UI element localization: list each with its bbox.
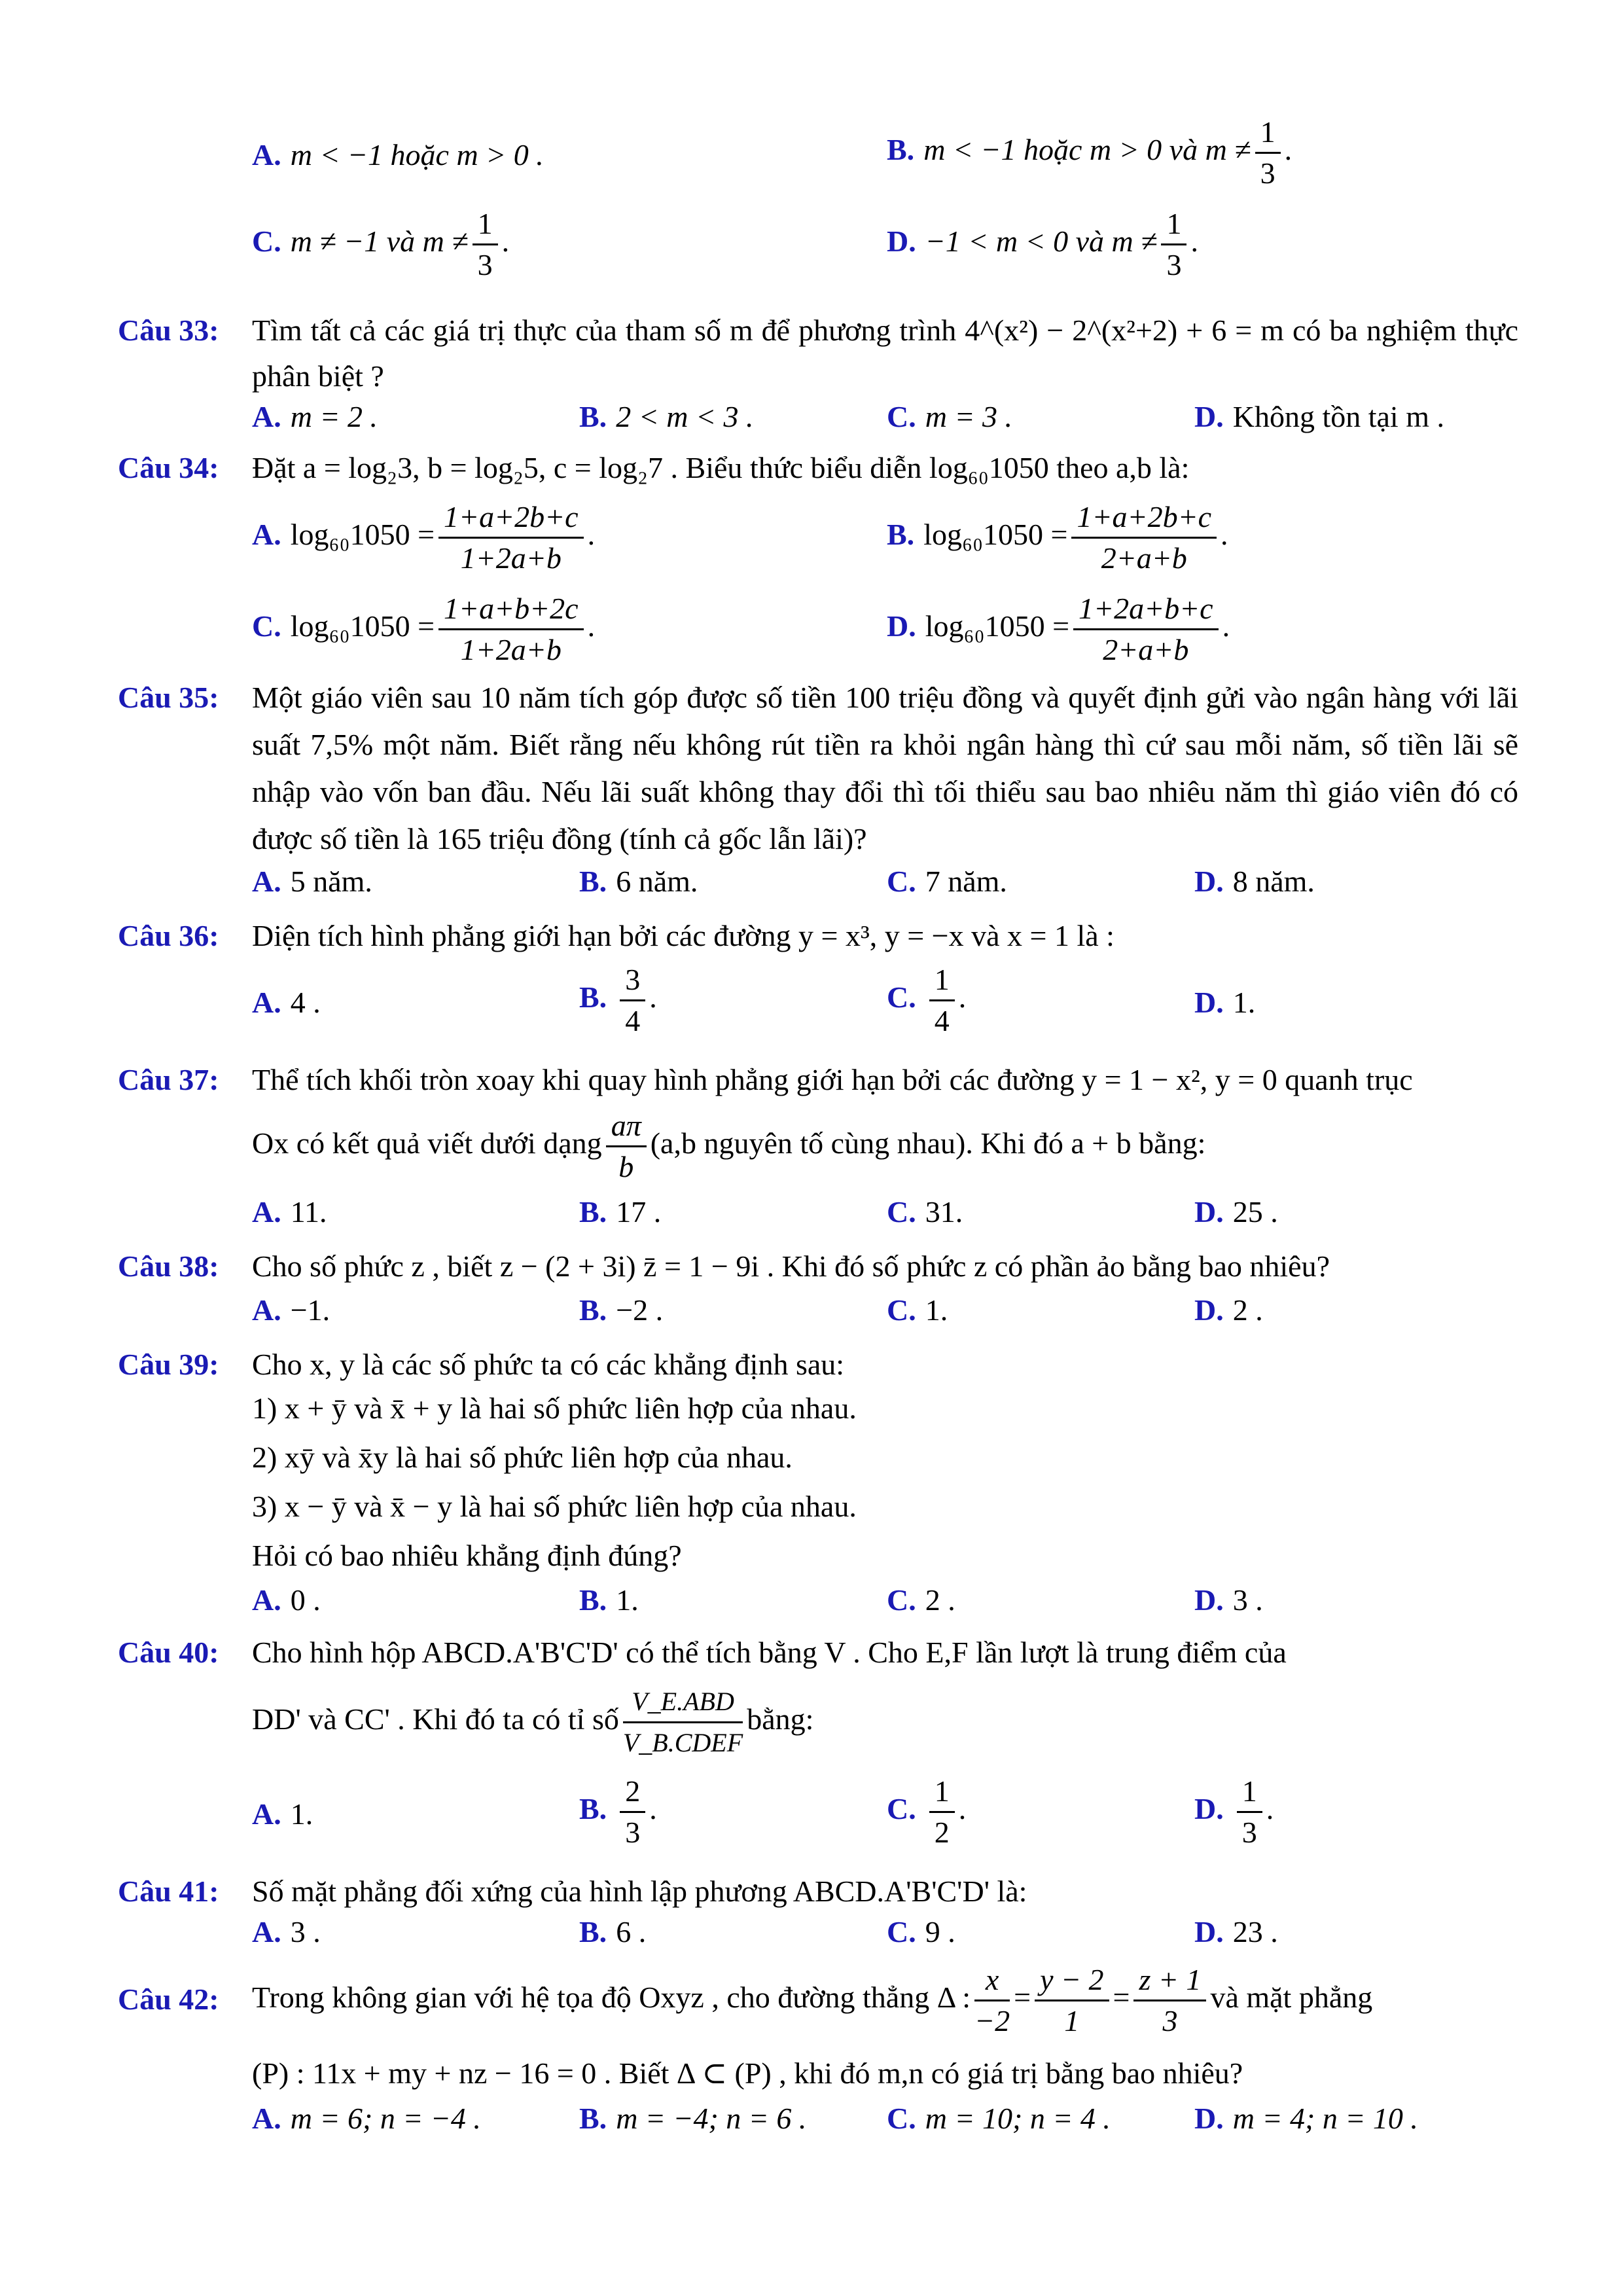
q41-options [252,1914,1623,1960]
question-label: Câu 35: [118,681,219,714]
question-text: Diện tích hình phẳng giới hạn bởi các đường y = x³, y = −x và x = 1 là : [252,919,1115,952]
option-d: D. log₆₀1050 = $\frac{1+2a+b+c}{2+a+b}$ . [887,589,1230,670]
option-c: C. 2 . [887,1583,955,1617]
option-b: B. 6 . [579,1915,647,1948]
q32-option-a: A. m < −1 hoặc m > 0 . [252,138,544,171]
question-label: Câu 38: [118,1249,219,1283]
option-d: D. 3 . [1194,1583,1263,1617]
q32-option-b: B. m < −1 hoặc m > 0 và m ≠ $\frac{1}{3}$ . [887,113,1292,193]
option-a: A. 11. [252,1195,327,1229]
question-39 [118,1342,1518,1388]
question-35 [118,674,1518,864]
question-38 [118,1244,1518,1289]
question-label: Câu 33: [118,314,219,347]
option-d: D. 8 năm. [1194,865,1315,898]
q35-options [252,864,1623,910]
q32-option-d: D. −1 < m < 0 và m ≠ $\frac{1}{3}$ . [887,204,1198,285]
option-a: A. 5 năm. [252,865,372,898]
option-d: D. 1. [1194,986,1256,1019]
question-text: Cho hình hộp ABCD.A'B'C'D' có thể tích bằng V . Cho E,F lần lượt là trung điểm của [252,1636,1287,1669]
question-text: Một giáo viên sau 10 năm tích góp được số tiền 100 triệu đồng và quyết định gửi vào ngân hàng với lãi suất 7,5% một năm. Biết rằng nếu không rút tiền ra khỏi ngân hàng thì cứ sau mỗi năm, số tiền lãi sẽ nhập vào vốn ban đầu. Nếu lãi suất không thay đổi thì tối thiểu sau bao nhiêu năm thì giáo viên đó có được số tiền là 165 triệu đồng (tính cả gốc lẫn lãi)? [252,681,1518,855]
option-d: D. m = 4; n = 10 . [1194,2102,1418,2135]
q39-statement-1: 1) x + ȳ và x̄ + y là hai số phức liên hợp của nhau. [252,1391,857,1425]
q32-options-row-1 [252,115,1623,190]
question-text: Số mặt phẳng đối xứng của hình lập phương ABCD.A'B'C'D' là: [252,1874,1027,1908]
q37-options [252,1194,1623,1240]
q39-ask: Hỏi có bao nhiêu khẳng định đúng? [252,1539,682,1572]
question-text: Đặt a = log₂3, b = log₂5, c = log₂7 . Biểu thức biểu diễn log₆₀1050 theo a,b là: [252,451,1190,484]
option-a: A. m = 2 . [252,400,378,433]
option-a: A. 1. [252,1797,313,1831]
q37-line-2: Ox có kết quả viết dưới dạng $\frac{a\pi}{b}$ (a,b nguyên tố cùng nhau). Khi đó a + b bằng: [252,1106,1623,1178]
option-d: D. 25 . [1194,1195,1278,1229]
q36-options [252,963,1623,1037]
q39-statement-2: 2) xȳ và x̄y là hai số phức liên hợp của nhau. [252,1441,793,1474]
question-33 [118,308,1518,399]
q32-options-row-2 [252,207,1623,281]
question-37 [118,1057,1518,1103]
option-b: B. 1. [579,1583,639,1617]
question-label: Câu 36: [118,919,219,952]
q32-option-c: C. m ≠ −1 và m ≠ $\frac{1}{3}$ . [252,204,509,285]
option-c: C. m = 10; n = 4 . [887,2102,1111,2135]
option-c: C. $\frac{1}{4}$ . [887,960,966,1041]
option-b: B. 6 năm. [579,865,698,898]
option-a: A. log₆₀1050 = $\frac{1+a+2b+c}{1+2a+b}$ . [252,497,595,578]
q33-options [252,399,1623,445]
option-b: B. −2 . [579,1293,664,1327]
option-d: D. 2 . [1194,1293,1263,1327]
option-a: A. 3 . [252,1915,321,1948]
option-d: D. 23 . [1194,1915,1278,1948]
option-c: C. 9 . [887,1915,955,1948]
question-text: Thể tích khối tròn xoay khi quay hình phẳng giới hạn bởi các đường y = 1 − x², y = 0 quanh trục [252,1063,1413,1096]
question-label: Câu 34: [118,451,219,484]
question-41 [118,1869,1518,1914]
q34-options-row-1 [252,500,1623,575]
question-label: Câu 42: [118,1982,219,2016]
question-text: Tìm tất cả các giá trị thực của tham số m để phương trình 4^(x²) − 2^(x²+2) + 6 = m có ba nghiệm thực phân biệt ? [252,314,1518,393]
question-40 [118,1630,1518,1676]
option-c: C. $\frac{1}{2}$ . [887,1772,966,1852]
question-label: Câu 40: [118,1636,219,1669]
question-label: Câu 39: [118,1348,219,1381]
q34-options-row-2 [252,592,1623,666]
option-a: A. 4 . [252,986,321,1019]
question-36 [118,913,1518,959]
option-b: B. 17 . [579,1195,662,1229]
q42-options [252,2101,1623,2147]
question-label: Câu 41: [118,1874,219,1908]
option-c: C. 31. [887,1195,963,1229]
option-c: C. log₆₀1050 = $\frac{1+a+b+2c}{1+2a+b}$ . [252,589,595,670]
q39-statement-3: 3) x − ȳ và x̄ − y là hai số phức liên hợp của nhau. [252,1490,857,1523]
option-c: C. 1. [887,1293,948,1327]
question-34 [118,445,1518,491]
option-b: B. $\frac{3}{4}$ . [579,960,657,1041]
q39-options [252,1583,1623,1628]
q40-line-2: DD' và CC' . Khi đó ta có tỉ số $\frac{\text{V\_E.ABD}}{\text{V\_B.CDEF}}$ bằng: [252,1682,1623,1761]
option-c: C. 7 năm. [887,865,1007,898]
option-a: A. −1. [252,1293,330,1327]
option-a: A. m = 6; n = −4 . [252,2102,481,2135]
option-d: D. $\frac{1}{3}$ . [1194,1772,1274,1852]
question-text: Cho số phức z , biết z − (2 + 3i) z̄ = 1 − 9i . Khi đó số phức z có phần ảo bằng bao nhiêu? [252,1249,1330,1283]
option-b: B. log₆₀1050 = $\frac{1+a+2b+c}{2+a+b}$ . [887,497,1228,578]
option-b: B. $\frac{2}{3}$ . [579,1772,657,1852]
option-d: D. Không tồn tại m . [1194,400,1444,433]
question-label: Câu 37: [118,1063,219,1096]
option-b: B. 2 < m < 3 . [579,400,754,433]
q40-options [252,1774,1623,1849]
q42-line-2: (P) : 11x + my + nz − 16 = 0 . Biết Δ ⊂ (P) , khi đó m,n có giá trị bằng bao nhiêu? [252,2056,1243,2090]
q38-options [252,1293,1623,1338]
option-c: C. m = 3 . [887,400,1012,433]
question-text: Cho x, y là các số phức ta có các khẳng định sau: [252,1348,845,1381]
option-a: A. 0 . [252,1583,321,1617]
q42-line-1: Trong không gian với hệ tọa độ Oxyz , cho đường thẳng Δ : $\frac{x}{-2}$ = $\frac{y - 2}{1}$ = $\frac{z + 1}{3}$ và mặt phẳng [252,1960,1623,2045]
option-b: B. m = −4; n = 6 . [579,2102,807,2135]
